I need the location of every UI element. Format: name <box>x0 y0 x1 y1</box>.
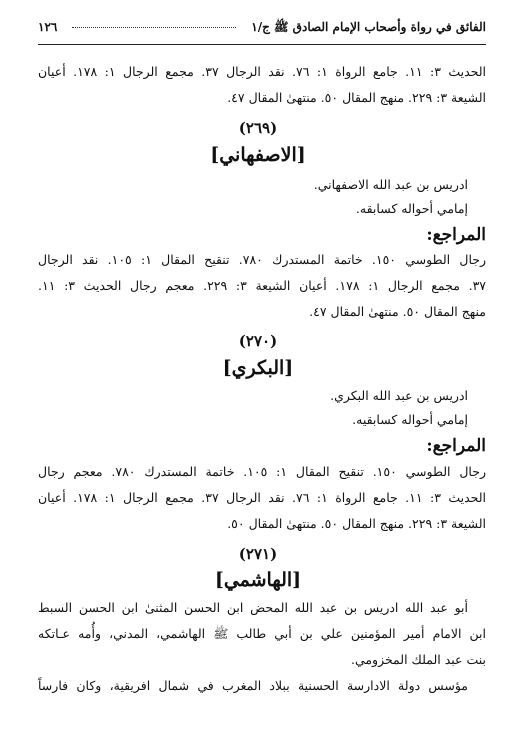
intro-line: الحديث ٣: ١١. جامع الرواة ١: ٧٦. نقد الرجال ٣٧. مجمع الرجال ١: ١٧٨. أعيان <box>38 64 487 79</box>
references-heading: المراجع: <box>426 436 486 456</box>
entry-number: (٢٧١) <box>238 545 278 563</box>
intro-line: الشيعة ٣: ٢٢٩. منهج المقال ٥٠. منتهىٰ المقال ٤٧. <box>227 90 486 105</box>
references-heading: المراجع: <box>426 225 486 245</box>
reference-line: الشيعة ٣: ٢٢٩. منهج المقال ٥٠. منتهىٰ المقال ٥٠. <box>227 516 486 531</box>
entry-text-line: إمامي أحواله كسابقه. <box>355 201 468 216</box>
reference-line: رجال الطوسي ١٥٠. خاتمة المستدرك ٧٨٠. تنقيح المقال ١: ١٠٥. نقد الرجال <box>38 252 487 267</box>
entry-text-line: ادريس بن عبد الله الاصفهاني. <box>313 177 468 192</box>
reference-line: ٣٧. مجمع الرجال ١: ١٧٨. أعيان الشيعة ٣: ٢٢٩. معجم رجال الحديث ٣: ١١. <box>38 278 486 293</box>
entry-text-line: ادريس بن عبد الله البكري. <box>330 388 468 403</box>
reference-line: رجال الطوسي ١٥٠. تنقيح المقال ١: ١٠٥. خاتمة المستدرك ٧٨٠. معجم رجال <box>38 464 486 479</box>
reference-line: الحديث ٣: ١١. جامع الرواة ١: ٧٦. نقد الرجال ٣٧. مجمع الرجال ١: ١٧٨. أعيان <box>38 490 487 505</box>
entry-number: (٢٧٠) <box>238 332 278 350</box>
entry-title: [الهاشمي] <box>214 569 302 591</box>
reference-line: منهج المقال ٥٠. منتهىٰ المقال ٤٧. <box>309 304 486 319</box>
entry-text-line: ابن الامام أمير المؤمنين علي بن أبي طالب ﷺ الهاشمي، المدني، وأُمه عـاتكه <box>38 626 486 641</box>
entry-title: [الاصفهاني] <box>210 144 306 166</box>
header-dot-leader <box>72 27 236 28</box>
running-title: الفائق في رواة وأصحاب الإمام الصادق ﷺ ج/١ <box>251 20 486 34</box>
page-header <box>38 16 486 45</box>
entry-text-line: أبو عبد الله ادريس بن عبد الله المحض ابن الحسن المثنىٰ ابن الحسن السبط <box>38 600 468 615</box>
page-number: ١٢٦ <box>38 20 58 34</box>
entry-text-line: مؤسس دولة الادارسة الحسنية ببلاد المغرب في شمال افريقية، وكان فارساً <box>38 678 468 693</box>
entry-number: (٢٦٩) <box>238 119 278 137</box>
entry-title: [البكري] <box>222 357 294 379</box>
entry-text-line: بنت عبد الملك المخزومي. <box>350 652 486 667</box>
entry-text-line: إمامي أحواله كسابقيه. <box>352 412 468 427</box>
